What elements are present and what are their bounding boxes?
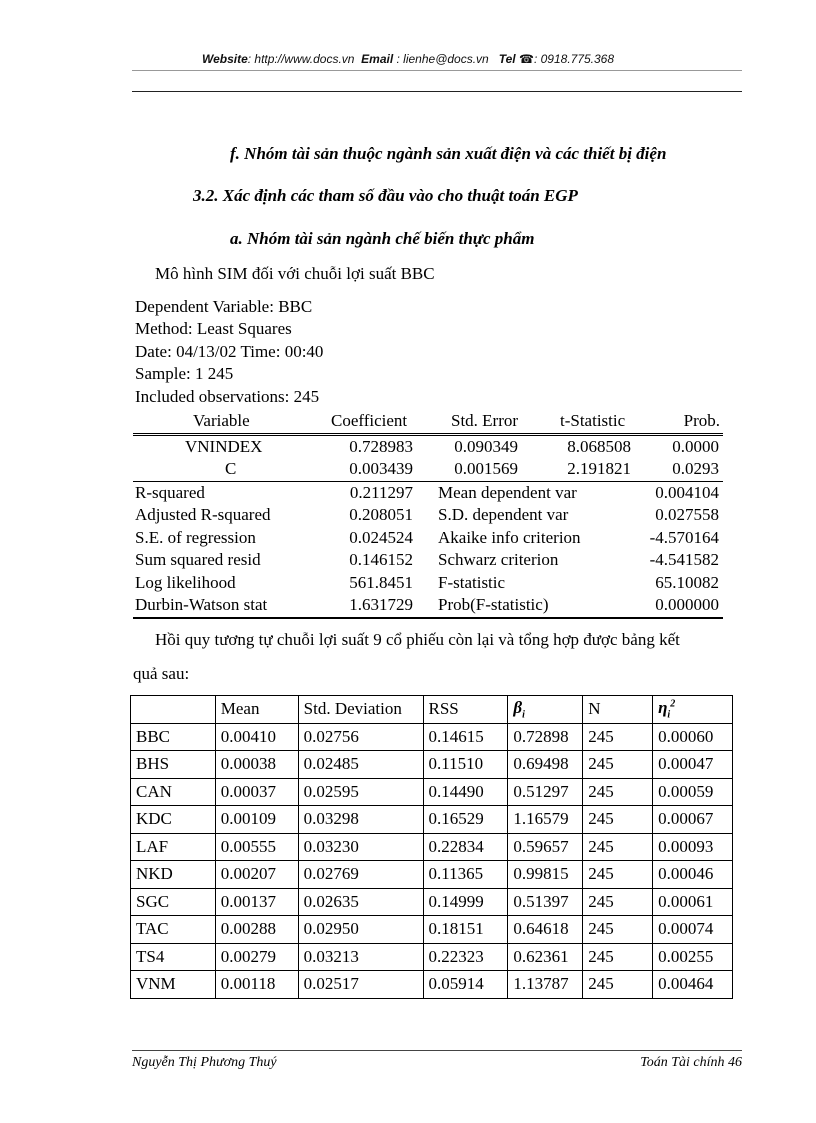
value-cell: 0.03298: [298, 806, 423, 834]
value-cell: 0.00109: [215, 806, 298, 834]
beta-subscript: i: [522, 709, 525, 721]
table-row: [133, 594, 723, 619]
cell: 561.8451: [349, 572, 413, 592]
cell: Adjusted R-squared: [135, 505, 271, 524]
value-cell: 0.69498: [508, 751, 583, 779]
value-cell: 0.00207: [215, 861, 298, 889]
value-cell: 0.00047: [653, 751, 733, 779]
summary-header-row: [131, 696, 733, 724]
ticker-cell: SGC: [131, 888, 216, 916]
value-cell: 1.16579: [508, 806, 583, 834]
cell: 0.728983: [349, 436, 413, 456]
col-header: Variable: [193, 411, 250, 430]
value-cell: 0.00279: [215, 943, 298, 971]
meta-line: Date: 04/13/02 Time: 00:40: [135, 341, 324, 361]
ticker-cell: TS4: [131, 943, 216, 971]
cell: 0.000000: [655, 595, 719, 614]
website-label: Website: [201, 52, 248, 66]
value-cell: 0.00118: [215, 971, 298, 999]
meta-line: Included observations: 245: [135, 386, 320, 406]
page-header: [0, 52, 816, 66]
ticker-cell: TAC: [131, 916, 216, 944]
cell: 0.090349: [454, 436, 518, 456]
meta-line: Sample: 1 245: [135, 364, 234, 384]
value-cell: 0.22834: [423, 833, 508, 861]
col-header: Std. Deviation: [298, 696, 423, 724]
value-cell: 245: [583, 833, 653, 861]
cell: 2.191821: [567, 459, 631, 478]
ticker-cell: BBC: [131, 723, 216, 751]
table-row: [133, 549, 723, 572]
regression-table: [133, 410, 723, 619]
heading-3-2: 3.2. Xác định các tham số đầu vào cho thuật toán EGP: [193, 186, 578, 205]
value-cell: 1.13787: [508, 971, 583, 999]
value-cell: 245: [583, 806, 653, 834]
value-cell: 0.00046: [653, 861, 733, 889]
table-row: [131, 751, 733, 779]
value-cell: 245: [583, 751, 653, 779]
cell: -4.570164: [649, 527, 719, 547]
table-row: [131, 971, 733, 999]
ticker-cell: LAF: [131, 833, 216, 861]
cell: -4.541582: [649, 550, 719, 569]
value-cell: 0.00555: [215, 833, 298, 861]
ticker-cell: CAN: [131, 778, 216, 806]
website-url[interactable]: : http://www.docs.vn: [247, 52, 355, 66]
email-address[interactable]: : lienhe@docs.vn: [396, 52, 489, 66]
cell: 0.0000: [672, 436, 719, 456]
table-row: [131, 888, 733, 916]
tel-label: Tel: [498, 52, 516, 66]
cell: 8.068508: [567, 436, 631, 456]
cell: 0.004104: [655, 482, 719, 502]
footer-author: Nguyễn Thị Phương Thuý: [132, 1055, 277, 1070]
table-row: [133, 481, 723, 505]
cell: 65.10082: [655, 572, 719, 592]
summary-table: [130, 695, 733, 999]
cell: 0.024524: [349, 527, 413, 547]
footer-course: Toán Tài chính 46: [640, 1055, 742, 1070]
cell: C: [225, 459, 237, 478]
table-row: [131, 943, 733, 971]
value-cell: 0.02635: [298, 888, 423, 916]
col-header: Mean: [215, 696, 298, 724]
value-cell: 0.02595: [298, 778, 423, 806]
table-row: [133, 504, 723, 527]
value-cell: 0.00093: [653, 833, 733, 861]
value-cell: 0.05914: [423, 971, 508, 999]
value-cell: 0.59657: [508, 833, 583, 861]
heading-a: a. Nhóm tài sản ngành chế biến thực phẩm: [230, 229, 535, 248]
cell: Prob(F-statistic): [438, 595, 549, 614]
value-cell: 0.00464: [653, 971, 733, 999]
cell: Schwarz criterion: [438, 550, 559, 569]
value-cell: 0.00288: [215, 916, 298, 944]
value-cell: 0.64618: [508, 916, 583, 944]
value-cell: 0.14490: [423, 778, 508, 806]
cell: S.D. dependent var: [438, 505, 569, 524]
table-row: [133, 527, 723, 550]
email-label: Email: [361, 52, 394, 66]
value-cell: 0.00061: [653, 888, 733, 916]
value-cell: 245: [583, 971, 653, 999]
value-cell: 0.18151: [423, 916, 508, 944]
value-cell: 0.72898: [508, 723, 583, 751]
header-rule-bottom: [132, 91, 742, 92]
value-cell: 0.00067: [653, 806, 733, 834]
cell: Sum squared resid: [135, 550, 261, 569]
col-header: Std. Error: [451, 411, 519, 430]
heading-f: f. Nhóm tài sản thuộc ngành sản xuất điện và các thiết bị điện: [230, 144, 667, 163]
value-cell: 245: [583, 888, 653, 916]
cell: Durbin-Watson stat: [135, 595, 268, 614]
header-rule: [132, 70, 742, 71]
value-cell: 0.02769: [298, 861, 423, 889]
value-cell: 0.51297: [508, 778, 583, 806]
value-cell: 0.02485: [298, 751, 423, 779]
col-header: Prob.: [683, 411, 720, 430]
table-row: [131, 861, 733, 889]
meta-line: Method: Least Squares: [135, 319, 292, 339]
cell: 0.001569: [454, 459, 518, 478]
table-row: [131, 916, 733, 944]
summary-intro-line1: Hồi quy tương tự chuỗi lợi suất 9 cổ phiếu còn lại và tổng hợp được bảng kết: [155, 630, 680, 649]
cell: 0.027558: [655, 505, 719, 524]
cell: Log likelihood: [135, 572, 236, 592]
value-cell: 245: [583, 778, 653, 806]
tel-number: : 0918.775.368: [533, 52, 615, 66]
table-row: [131, 723, 733, 751]
value-cell: 0.22323: [423, 943, 508, 971]
regression-meta: [135, 296, 323, 408]
table-row: [131, 833, 733, 861]
value-cell: 0.11365: [423, 861, 508, 889]
table-row: [131, 778, 733, 806]
value-cell: 0.00059: [653, 778, 733, 806]
cell: 0.146152: [349, 550, 413, 569]
regression-header-row: [133, 410, 723, 433]
cell: 0.0293: [672, 459, 719, 478]
value-cell: 0.62361: [508, 943, 583, 971]
col-header: t-Statistic: [560, 411, 626, 430]
footer-rule: [132, 1050, 742, 1051]
cell: 0.211297: [349, 482, 413, 502]
value-cell: 0.14999: [423, 888, 508, 916]
table-row: [133, 433, 723, 459]
cell: Mean dependent var: [438, 482, 577, 502]
table-row: [131, 806, 733, 834]
value-cell: 0.02756: [298, 723, 423, 751]
table-row: [133, 572, 723, 595]
ticker-cell: VNM: [131, 971, 216, 999]
phone-icon: ☎: [519, 52, 534, 66]
value-cell: 0.00060: [653, 723, 733, 751]
value-cell: 0.14615: [423, 723, 508, 751]
cell: R-squared: [135, 482, 205, 502]
value-cell: 0.02950: [298, 916, 423, 944]
col-header-beta: [508, 696, 583, 724]
value-cell: 0.03230: [298, 833, 423, 861]
ticker-cell: BHS: [131, 751, 216, 779]
summary-intro-line2: quả sau:: [133, 664, 190, 683]
value-cell: 0.03213: [298, 943, 423, 971]
col-header: N: [583, 696, 653, 724]
col-header-eta: [653, 696, 733, 724]
value-cell: 0.02517: [298, 971, 423, 999]
value-cell: 0.00137: [215, 888, 298, 916]
value-cell: 245: [583, 943, 653, 971]
value-cell: 0.00410: [215, 723, 298, 751]
value-cell: 245: [583, 861, 653, 889]
value-cell: 0.11510: [423, 751, 508, 779]
cell: S.E. of regression: [135, 527, 256, 547]
intro-paragraph: Mô hình SIM đối với chuỗi lợi suất BBC: [155, 264, 435, 283]
value-cell: 0.99815: [508, 861, 583, 889]
value-cell: 0.00038: [215, 751, 298, 779]
cell: F-statistic: [438, 572, 506, 592]
value-cell: 245: [583, 723, 653, 751]
value-cell: 245: [583, 916, 653, 944]
eta-superscript: 2: [670, 698, 676, 710]
cell: 1.631729: [349, 595, 413, 614]
table-row: [133, 458, 723, 481]
eta-symbol: η: [658, 698, 668, 718]
cell: 0.208051: [349, 505, 413, 524]
col-header: Coefficient: [331, 411, 408, 430]
ticker-cell: NKD: [131, 861, 216, 889]
value-cell: 0.00255: [653, 943, 733, 971]
cell: Akaike info criterion: [438, 527, 581, 547]
value-cell: 0.00037: [215, 778, 298, 806]
cell: VNINDEX: [185, 436, 263, 456]
value-cell: 0.00074: [653, 916, 733, 944]
value-cell: 0.16529: [423, 806, 508, 834]
col-header: RSS: [423, 696, 508, 724]
value-cell: 0.51397: [508, 888, 583, 916]
cell: 0.003439: [349, 459, 413, 478]
meta-line: Dependent Variable: BBC: [135, 297, 313, 316]
beta-symbol: β: [513, 698, 523, 718]
ticker-cell: KDC: [131, 806, 216, 834]
eta-subscript: i: [667, 709, 671, 721]
col-header: [131, 696, 216, 724]
